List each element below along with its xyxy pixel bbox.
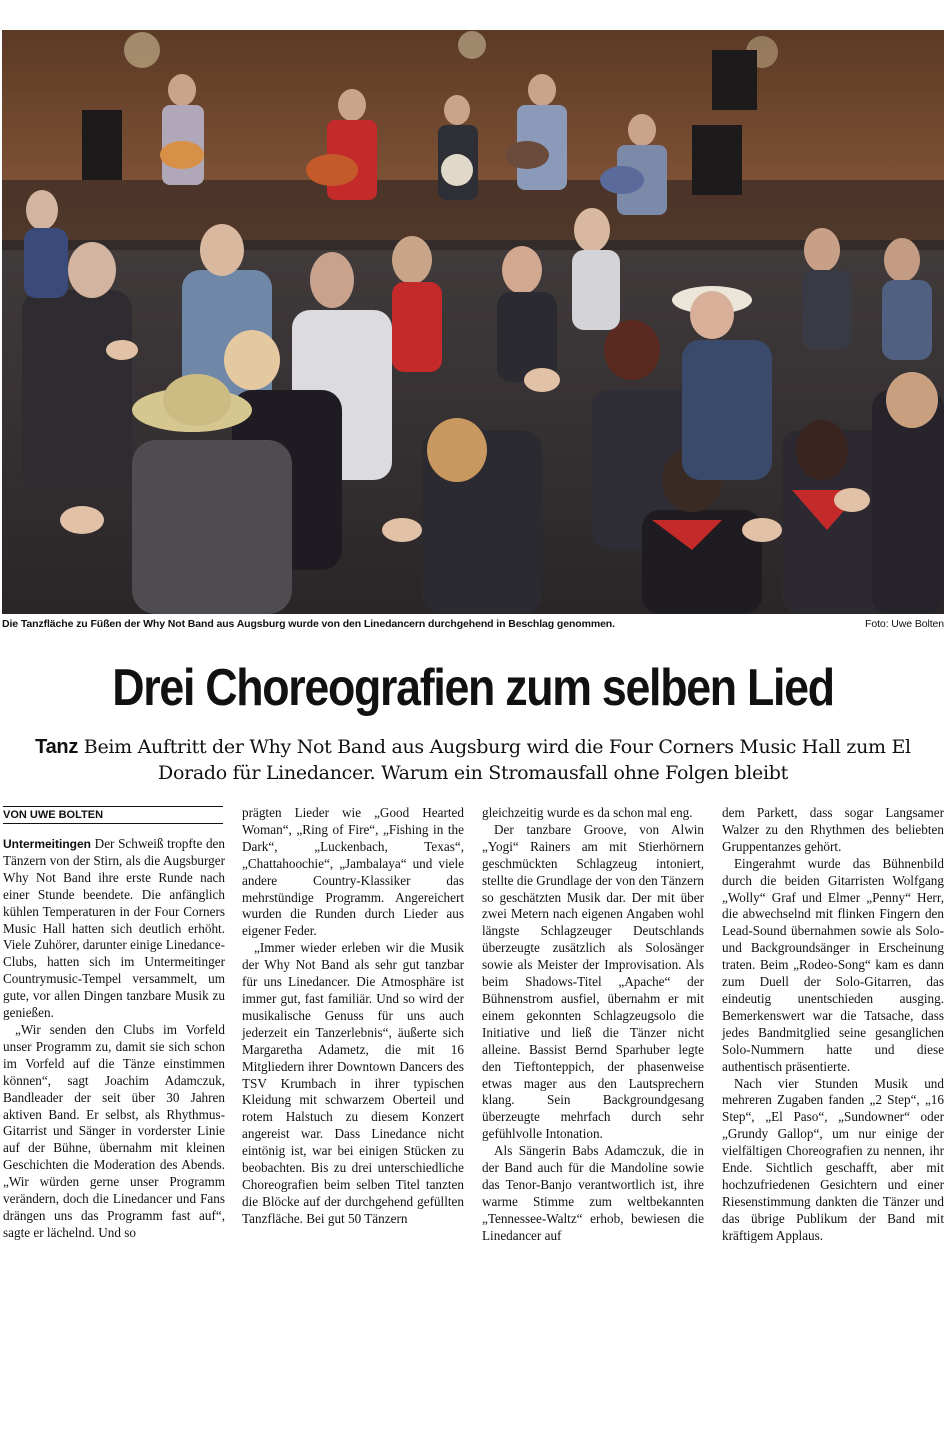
byline-rule bbox=[3, 806, 223, 807]
crowd-photo-icon bbox=[2, 30, 944, 614]
article-column-2 bbox=[242, 805, 464, 1228]
headline: Drei Choreografien zum selben Lied bbox=[112, 659, 834, 717]
kicker: Tanz bbox=[35, 736, 79, 758]
subheadline-text: Beim Auftritt der Why Not Band aus Augsburg wird die Four Corners Music Hall zum El Dorado für Linedancer. Warum ein Stromausfall ohne Folgen bleibt bbox=[83, 736, 911, 784]
article-column-4 bbox=[722, 805, 944, 1245]
article-photo bbox=[2, 30, 944, 614]
caption-text: Die Tanzfläche zu Füßen der Why Not Band aus Augsburg wurde von den Linedancern durchgehend in Beschlag genommen. bbox=[2, 618, 615, 630]
photo-credit: Foto: Uwe Bolten bbox=[865, 618, 944, 630]
subheadline bbox=[20, 734, 926, 786]
article-paragraph: Nach vier Stunden Musik und mehreren Zugaben fanden „2 Step“, „16 Step“, „El Paso“, „Sundowner“ oder „Grundy Gallop“, um nur einige der vielfältigen Choreografien zu nennen, ihr Ende. Sichtlich geschafft, aber mit hochzufriedenen Gesichtern und einer Riesenstimmung dankten die Tänzer und das übrige Publikum der Band mit kräftigem Applaus. bbox=[722, 1075, 944, 1243]
article-paragraph: dem Parkett, dass sogar Langsamer Walzer zu den Rhythmen des beliebten Gruppentanzes gehört. bbox=[722, 805, 944, 854]
photo-caption bbox=[2, 618, 944, 634]
article-column-1 bbox=[3, 836, 225, 1242]
article-paragraph: Der tanzbare Groove, von Alwin „Yogi“ Rainers am mit Stierhörnern geschmückten Schlagzeug intoniert, stellte die Grundlage der von den Tänzern so geschätzten Musik dar. Der mit über zwei Metern nach eigenen Angaben wohl längste Schlagzeuger Deutschlands überzeugte zusätzlich als Solosänger sowie als Meister der Improvisation. Als beim Shadows-Titel „Apache“ der Bühnenstrom ausfiel, übernahm er mit einem gekonnten Schlagzeugsolo die Initiative und ließ die Tänzer nicht alleine. Bassist Bernd Sparhuber legte den Tieftonteppich, der phasenweise etwas mager aus den Lautsprechern klang. Sein Backgroundgesang überzeugte mehrfach durch sehr gefühlvolle Intonation. bbox=[482, 821, 704, 1142]
article-paragraph: Eingerahmt wurde das Bühnenbild durch die beiden Gitarristen Wolfgang „Wolly“ Graf und Elmer „Penny“ Herr, die abwechselnd mit flinken Fingern den Lead-Sound übernahmen sowie als Solo- und Backgroundsänger in Erscheinung traten. Beim „Rodeo-Song“ kam es dann zum Duell der Solo-Gitarren, das eindeutig unentschieden ausging. Bemerkenswert war die Tatsache, dass jedes Bandmitglied seine gesanglichen Solo-Nummern hatte und diese authentisch präsentierte. bbox=[722, 855, 944, 1074]
article-paragraph: „Wir senden den Clubs im Vorfeld unser Programm zu, damit sie sich schon im Vorfeld auf die Tänze einstimmen können“, sagt Joachim Adamczuk, Bandleader der seit über 30 Jahren aktiven Band. Er selbst, als Rhythmus-Gitarrist und Sänger in vorderster Linie auf der Bühne, übernahm mit kleinen Geschichten die Moderation des Abends. „Wir würden gerne unser Programm verändern, doch die Linedancer und Fans drängen uns das Programm fast auf“, sagte er lächelnd. Und so bbox=[3, 1021, 225, 1240]
article-paragraph: Als Sängerin Babs Adamczuk, die in der Band auch für die Mandoline sowie das Tenor-Banjo verantwortlich ist, ihre warme Stimme zum weltbekannten „Tennessee-Waltz“ erhob, bewiesen die Linedancer auf bbox=[482, 1143, 704, 1243]
article-paragraph: gleichzeitig wurde es da schon mal eng. bbox=[482, 805, 693, 820]
dateline: Untermeitingen bbox=[3, 837, 92, 851]
byline: VON UWE BOLTEN bbox=[3, 809, 223, 824]
article-column-3 bbox=[482, 805, 704, 1245]
article-paragraph: „Immer wieder erleben wir die Musik der Why Not Band als sehr gut tanzbar für uns Linedancer. Die Atmosphäre ist immer gut, fast familiär. Und so wird der musikalische Genuss für uns auch jederzeit ein Tanzerlebnis“, äußerte sich Margaretha Adametz, die mit 16 Mitgliedern ihrer Downtown Dancers des TSV Krumbach in ihrer typischen Kleidung mit schwarzem Oberteil und rotem Halstuch zu diesem Konzert angereist war. Dass Linedance nicht eintönig ist, war bei einigen Stücken zu beobachten. Bis zu drei unterschiedliche Choreografien beim selben Titel tanzten die Blöcke auf der durchgehend gefüllten Tanzfläche. Bei gut 50 Tänzern bbox=[242, 940, 464, 1226]
article-paragraph: Untermeitingen Der Schweiß tropfte den Tänzern von der Stirn, als die Augsburger Why Not Band ihre erste Runde nach einer Stunde beendete. Die anfänglich kühlen Temperaturen in der Four Corners Music Hall hatten sich deutlich erhöht. Viele Zuhörer, darunter einige Linedance-Clubs, hatten sich im Untermeitinger Countrymusic-Tempel versammelt, um gute, vor allen Dingen tanzbare Musik zu genießen. bbox=[3, 836, 225, 1021]
article-paragraph: prägten Lieder wie „Good Hearted Woman“, „Ring of Fire“, „Fishing in the Dark“, „Luckenbach, Texas“, „Chattahoochie“, „Jambalaya“ und viele andere Country-Klassiker das mehrstündige Programm. Angereichert wurden die Runden durch Lieder aus eigener Feder. bbox=[242, 805, 464, 939]
